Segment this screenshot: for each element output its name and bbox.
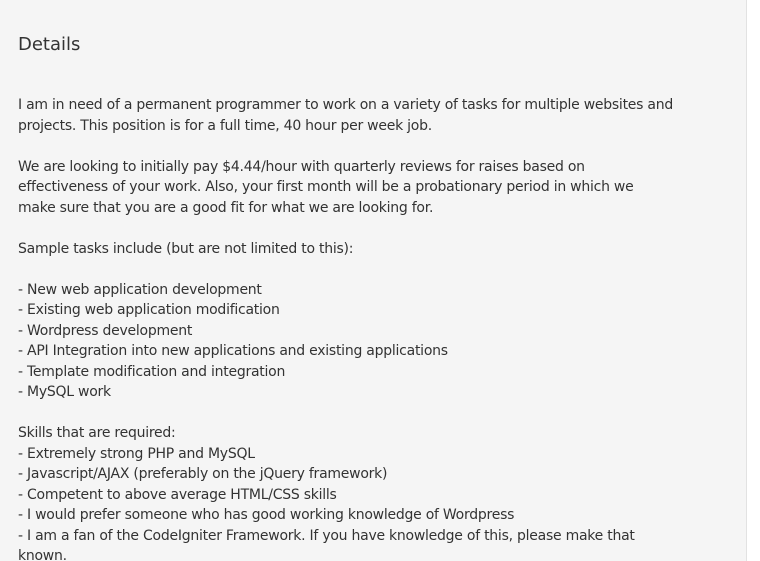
- skill-item: - I would prefer someone who has good working knowledge of Wordpress: [18, 507, 515, 523]
- task-item: - Wordpress development: [18, 322, 193, 339]
- scroll-gutter[interactable]: [747, 0, 760, 561]
- job-description: [18, 95, 718, 561]
- paragraph-gap: [18, 218, 718, 239]
- skill-item: known.: [18, 548, 67, 561]
- section-title: Details: [18, 34, 81, 55]
- tasks-heading: Sample tasks include (but are not limited to this):: [18, 240, 354, 257]
- description-line: make sure that you are a good fit for what we are looking for.: [18, 199, 434, 216]
- paragraph-gap: [18, 136, 718, 157]
- description-line: projects. This position is for a full time, 40 hour per week job.: [18, 117, 432, 134]
- skill-item: - Javascript/AJAX (preferably on the jQuery framework): [18, 466, 388, 482]
- task-item: - New web application development: [18, 281, 262, 298]
- paragraph-gap: [18, 259, 718, 280]
- task-item: - API Integration into new applications and existing applications: [18, 343, 448, 359]
- skill-item: - Extremely strong PHP and MySQL: [18, 445, 255, 462]
- task-item: - MySQL work: [18, 384, 111, 400]
- skill-item: - I am a fan of the CodeIgniter Framework. If you have knowledge of this, please make that: [18, 527, 635, 544]
- task-item: - Template modification and integration: [18, 363, 286, 380]
- skill-item: - Competent to above average HTML/CSS skills: [18, 486, 337, 503]
- task-item: - Existing web application modification: [18, 302, 280, 318]
- description-line: effectiveness of your work. Also, your first month will be a probationary period in which we: [18, 179, 634, 195]
- description-line: We are looking to initially pay $4.44/hour with quarterly reviews for raises based on: [18, 158, 585, 175]
- description-line: I am in need of a permanent programmer to work on a variety of tasks for multiple websites and: [18, 97, 674, 113]
- paragraph-gap: [18, 403, 718, 424]
- skills-heading: Skills that are required:: [18, 425, 176, 441]
